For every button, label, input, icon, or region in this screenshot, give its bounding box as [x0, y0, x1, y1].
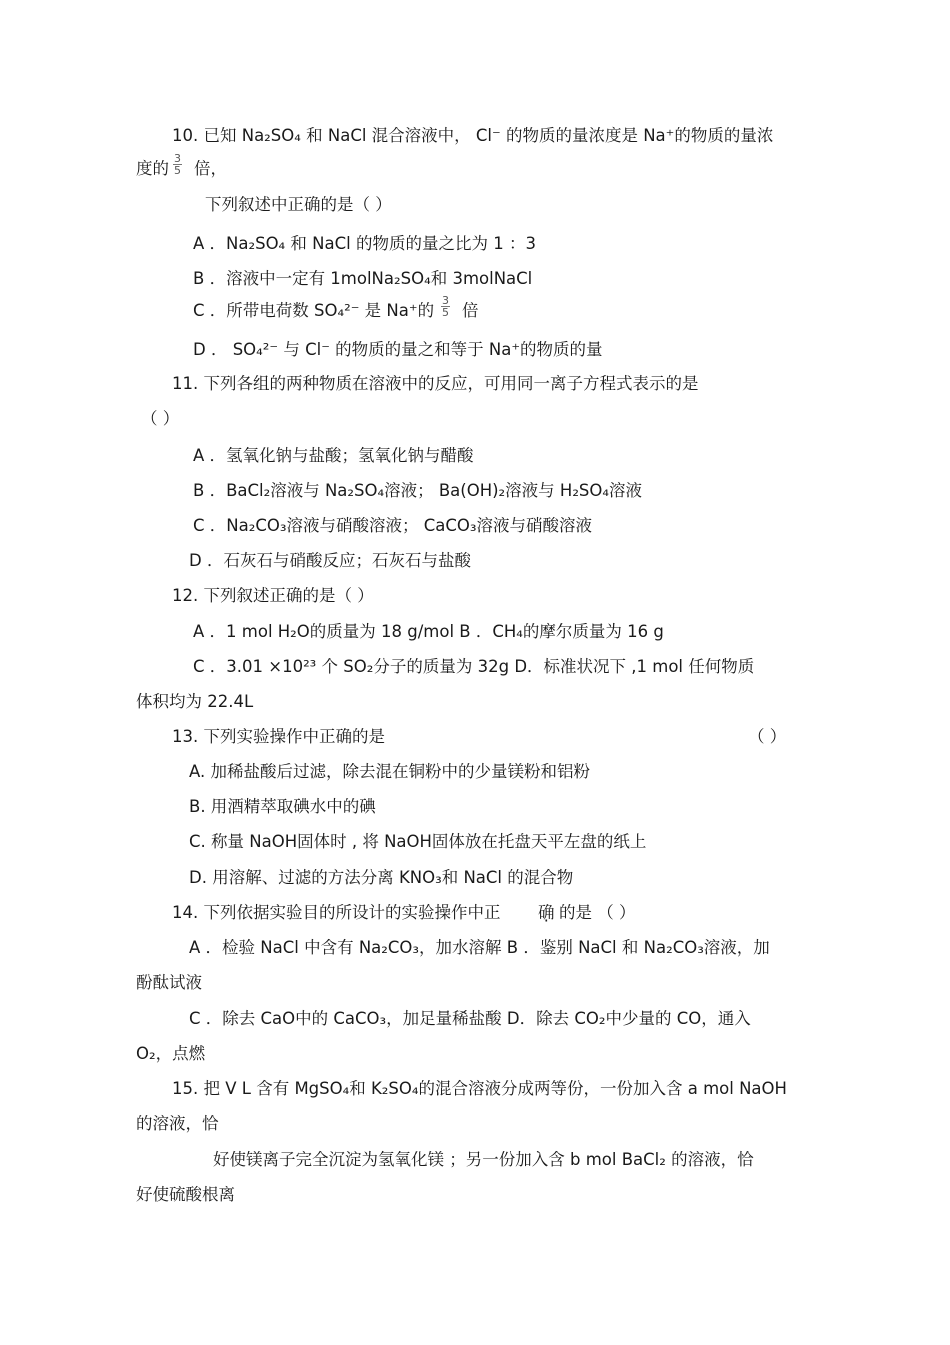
text-line-q10-c: 下列叙述中正确的是（ ）: [205, 195, 392, 214]
text-line-q11-b: （ ）: [141, 409, 180, 428]
text-line-q12-CD2: 体积均为 22.4L: [136, 692, 254, 711]
text-line-q13-B: B. 用酒精萃取碘水中的碘: [189, 797, 376, 816]
text-line-q10-b: 度的: [136, 159, 169, 178]
text-line-q13-paren: （ ）: [748, 727, 787, 746]
text-line-q11-C: C ．Na₂CO₃溶液与硝酸溶液； CaCO₃溶液与硝酸溶液: [193, 516, 592, 535]
text-line-q13-A: A. 加稀盐酸后过滤，除去混在铜粉中的少量镁粉和铝粉: [189, 762, 590, 781]
frac-q10C-fraction: [441, 295, 450, 318]
text-line-q15-a: 15. 把 V L 含有 MgSO₄和 K₂SO₄的混合溶液分成两等份，一份加入含 a mol NaOH: [172, 1079, 787, 1098]
emphasis-dotted-character: 确 ·: [538, 902, 555, 924]
fraction-numerator: 3: [174, 152, 181, 165]
text-line-q11-A: A ．氢氧化钠与盐酸；氢氧化钠与醋酸: [193, 446, 474, 465]
text-line-q10-b2: 倍，: [194, 159, 227, 178]
text-line-q12-AB: A ．1 mol H₂O的质量为 18 g/mol B ．CH₄的摩尔质量为 16 g: [193, 622, 664, 641]
text-line-q10-C: C ．所带电荷数 SO₄²⁻ 是 Na⁺的: [193, 301, 435, 320]
text-line-q11-D: D ．石灰石与硝酸反应；石灰石与盐酸: [189, 551, 471, 570]
frac-q10-fraction: [173, 153, 182, 176]
text-line-q14-a2: 的是 （ ）: [559, 903, 636, 922]
text-line-q11-a: 11. 下列各组的两种物质在溶液中的反应，可用同一离子方程式表示的是: [172, 374, 699, 393]
text-line-q11-B: B ．BaCl₂溶液与 Na₂SO₄溶液； Ba(OH)₂溶液与 H₂SO₄溶液: [193, 481, 643, 500]
fraction-denominator: 5: [174, 164, 181, 177]
text-line-q10-C2: 倍: [462, 301, 479, 320]
text-line-q13-D: D. 用溶解、过滤的方法分离 KNO₃和 NaCl 的混合物: [189, 868, 574, 887]
text-line-q12-a: 12. 下列叙述正确的是（ ）: [172, 586, 374, 605]
text-line-q12-CD: C ．3.01 ×10²³ 个 SO₂分子的质量为 32g D．标准状况下 ,1 mol 任何物质: [193, 657, 755, 676]
text-line-q13-a: 13. 下列实验操作中正确的是: [172, 727, 385, 746]
text-line-q10-a: 10. 已知 Na₂SO₄ 和 NaCl 混合溶液中， Cl⁻ 的物质的量浓度是 Na⁺的物质的量浓: [172, 126, 774, 145]
text-line-q14-CD: C ．除去 CaO中的 CaCO₃，加足量稀盐酸 D．除去 CO₂中少量的 CO，通入: [189, 1009, 751, 1028]
text-line-q14-AB2: 酚酞试液: [136, 973, 202, 992]
text-line-q13-C: C. 称量 NaOH固体时 , 将 NaOH固体放在托盘天平左盘的纸上: [189, 832, 647, 851]
text-line-q15-b: 的溶液，恰: [136, 1114, 219, 1133]
text-line-q14-AB: A ．检验 NaCl 中含有 Na₂CO₃，加水溶解 B ．鉴别 NaCl 和 Na₂CO₃溶液，加: [189, 938, 770, 957]
text-line-q10-A: A ．Na₂SO₄ 和 NaCl 的物质的量之比为 1 ：3: [193, 234, 536, 253]
text-line-q14-a1: 14. 下列依据实验目的所设计的实验操作中正: [172, 903, 501, 922]
text-line-q15-c: 好使镁离子完全沉淀为氢氧化镁 ；另一份加入含 b mol BaCl₂ 的溶液，恰: [213, 1150, 754, 1169]
fraction-numerator: 3: [442, 294, 449, 307]
text-line-q10-B: B ．溶液中一定有 1molNa₂SO₄和 3molNaCl: [193, 269, 533, 288]
text-line-q10-D: D ． SO₄²⁻ 与 Cl⁻ 的物质的量之和等于 Na⁺的物质的量: [193, 340, 603, 359]
fraction-denominator: 5: [442, 306, 449, 319]
text-line-q15-d: 好使硫酸根离: [136, 1185, 235, 1204]
text-line-q14-CD2: O₂，点燃: [136, 1044, 206, 1063]
